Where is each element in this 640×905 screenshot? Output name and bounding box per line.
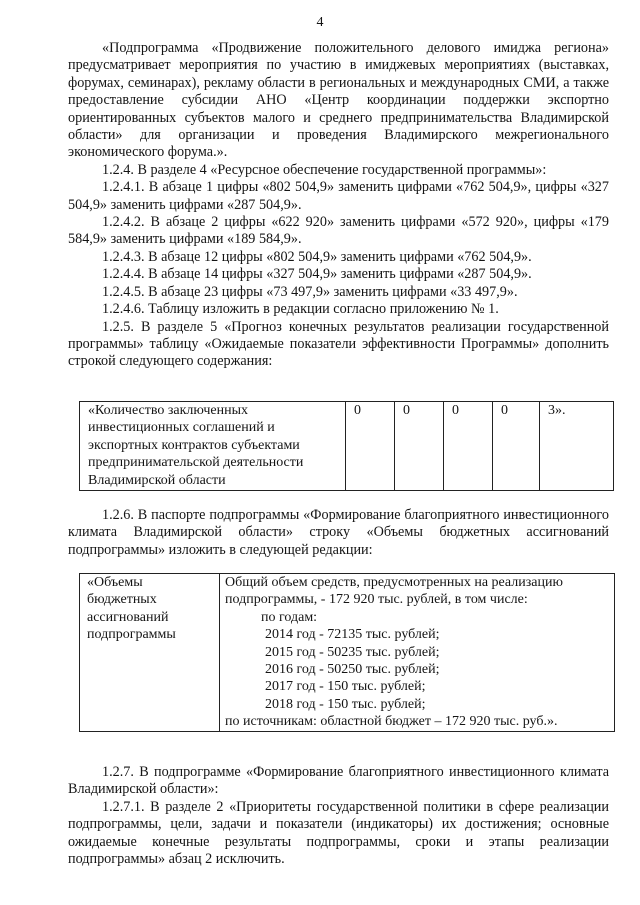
indicator-table <box>79 401 614 491</box>
budget-total-line-1: Общий объем средств, предусмотренных на реализацию <box>225 575 563 590</box>
budget-by-sources: по источникам: областной бюджет – 172 920 тыс. руб.». <box>225 714 558 730</box>
document-body-mid <box>68 507 609 559</box>
budget-year-line: 2014 год - 72135 тыс. рублей; <box>265 627 440 643</box>
budget-year-line: 2016 год - 50250 тыс. рублей; <box>265 662 440 678</box>
paragraph-1-2-7: 1.2.7. В подпрограмме «Формирование благоприятного инвестиционного климата Владимирской области»: <box>68 764 609 798</box>
document-body-top <box>68 40 609 371</box>
paragraph-1-2-4-6: 1.2.4.6. Таблицу изложить в редакции согласно приложению № 1. <box>102 301 499 318</box>
paragraph-1-2-5: 1.2.5. В разделе 5 «Прогноз конечных результатов реализации государственной программы» таблицу «Ожидаемые показатели эффективности Программы» дополнить строкой следующего содержания: <box>68 318 609 370</box>
indicator-value-cell: 0 <box>493 402 540 491</box>
paragraph-1-2-4-4: 1.2.4.4. В абзаце 14 цифры «327 504,9» заменить цифрами «287 504,9». <box>102 266 532 283</box>
budget-body-cell <box>220 574 615 732</box>
indicator-value-cell: 0 <box>444 402 493 491</box>
budget-label-text: «Объемы бюджетных ассигнований подпрограммы <box>87 575 176 643</box>
indicator-value-cell: 0 <box>395 402 444 491</box>
indicator-value-cell: 0 <box>346 402 395 491</box>
paragraph-1-2-4-2: 1.2.4.2. В абзаце 2 цифры «622 920» заменить цифрами «572 920», цифры «179 584,9» заменить цифрами «189 584,9». <box>68 214 609 248</box>
indicator-table-row <box>80 402 614 491</box>
budget-by-years-label: по годам: <box>261 609 318 625</box>
budget-year-line: 2015 год - 50235 тыс. рублей; <box>265 644 440 660</box>
budget-total-line-2: подпрограммы, - 172 920 тыс. рублей, в том числе: <box>225 592 528 608</box>
budget-table <box>79 573 615 732</box>
budget-label-cell <box>80 574 220 732</box>
paragraph-1-2-7-1: 1.2.7.1. В разделе 2 «Приоритеты государственной политики в сфере реализации подпрограммы, цели, задачи и показатели (индикаторы) их достижения; основные ожидаемые конечные результаты подпрограммы, сроки и этапы реализации подпрограммы» абзац 2 исключить. <box>68 798 609 868</box>
paragraph-1-2-4-1: 1.2.4.1. В абзаце 1 цифры «802 504,9» заменить цифрами «762 504,9», цифры «327 504,9» заменить цифрами «287 504,9». <box>68 179 609 213</box>
indicator-value-cell: 3». <box>540 402 614 491</box>
budget-year-line: 2018 год - 150 тыс. рублей; <box>265 696 426 712</box>
budget-table-row <box>80 574 615 732</box>
budget-year-line: 2017 год - 150 тыс. рублей; <box>265 679 426 695</box>
paragraph-1-2-4-5: 1.2.4.5. В абзаце 23 цифры «73 497,9» заменить цифрами «33 497,9». <box>102 283 518 300</box>
indicator-label-cell: «Количество заключенных инвестиционных соглашений и экспортных контрактов субъектами предпринимательской деятельности Владимирской области <box>80 402 346 491</box>
paragraph-1-2-4: 1.2.4. В разделе 4 «Ресурсное обеспечение государственной программы»: <box>102 161 547 178</box>
page-number: 4 <box>316 15 324 30</box>
paragraph-1-2-4-3: 1.2.4.3. В абзаце 12 цифры «802 504,9» заменить цифрами «762 504,9». <box>102 248 532 265</box>
paragraph-1-2-6: 1.2.6. В паспорте подпрограммы «Формирование благоприятного инвестиционного климата Владимирской области» строку «Объемы бюджетных ассигнований подпрограммы» изложить в следующей редакции: <box>68 507 609 558</box>
document-body-bottom <box>68 764 609 868</box>
paragraph-subprogram-description: «Подпрограмма «Продвижение положительного делового имиджа региона» предусматривает мероприятия по участию в имиджевых мероприятиях (выставках, форумах, семинарах), рекламу области в региональных и международных СМИ, а также предоставление субсидии АНО «Центр координации поддержки экспортно ориентированных субъектов малого и среднего предпринимательства Владимирской области» для организации и проведения Владимирского межрегионального экономического форума.». <box>68 40 609 161</box>
